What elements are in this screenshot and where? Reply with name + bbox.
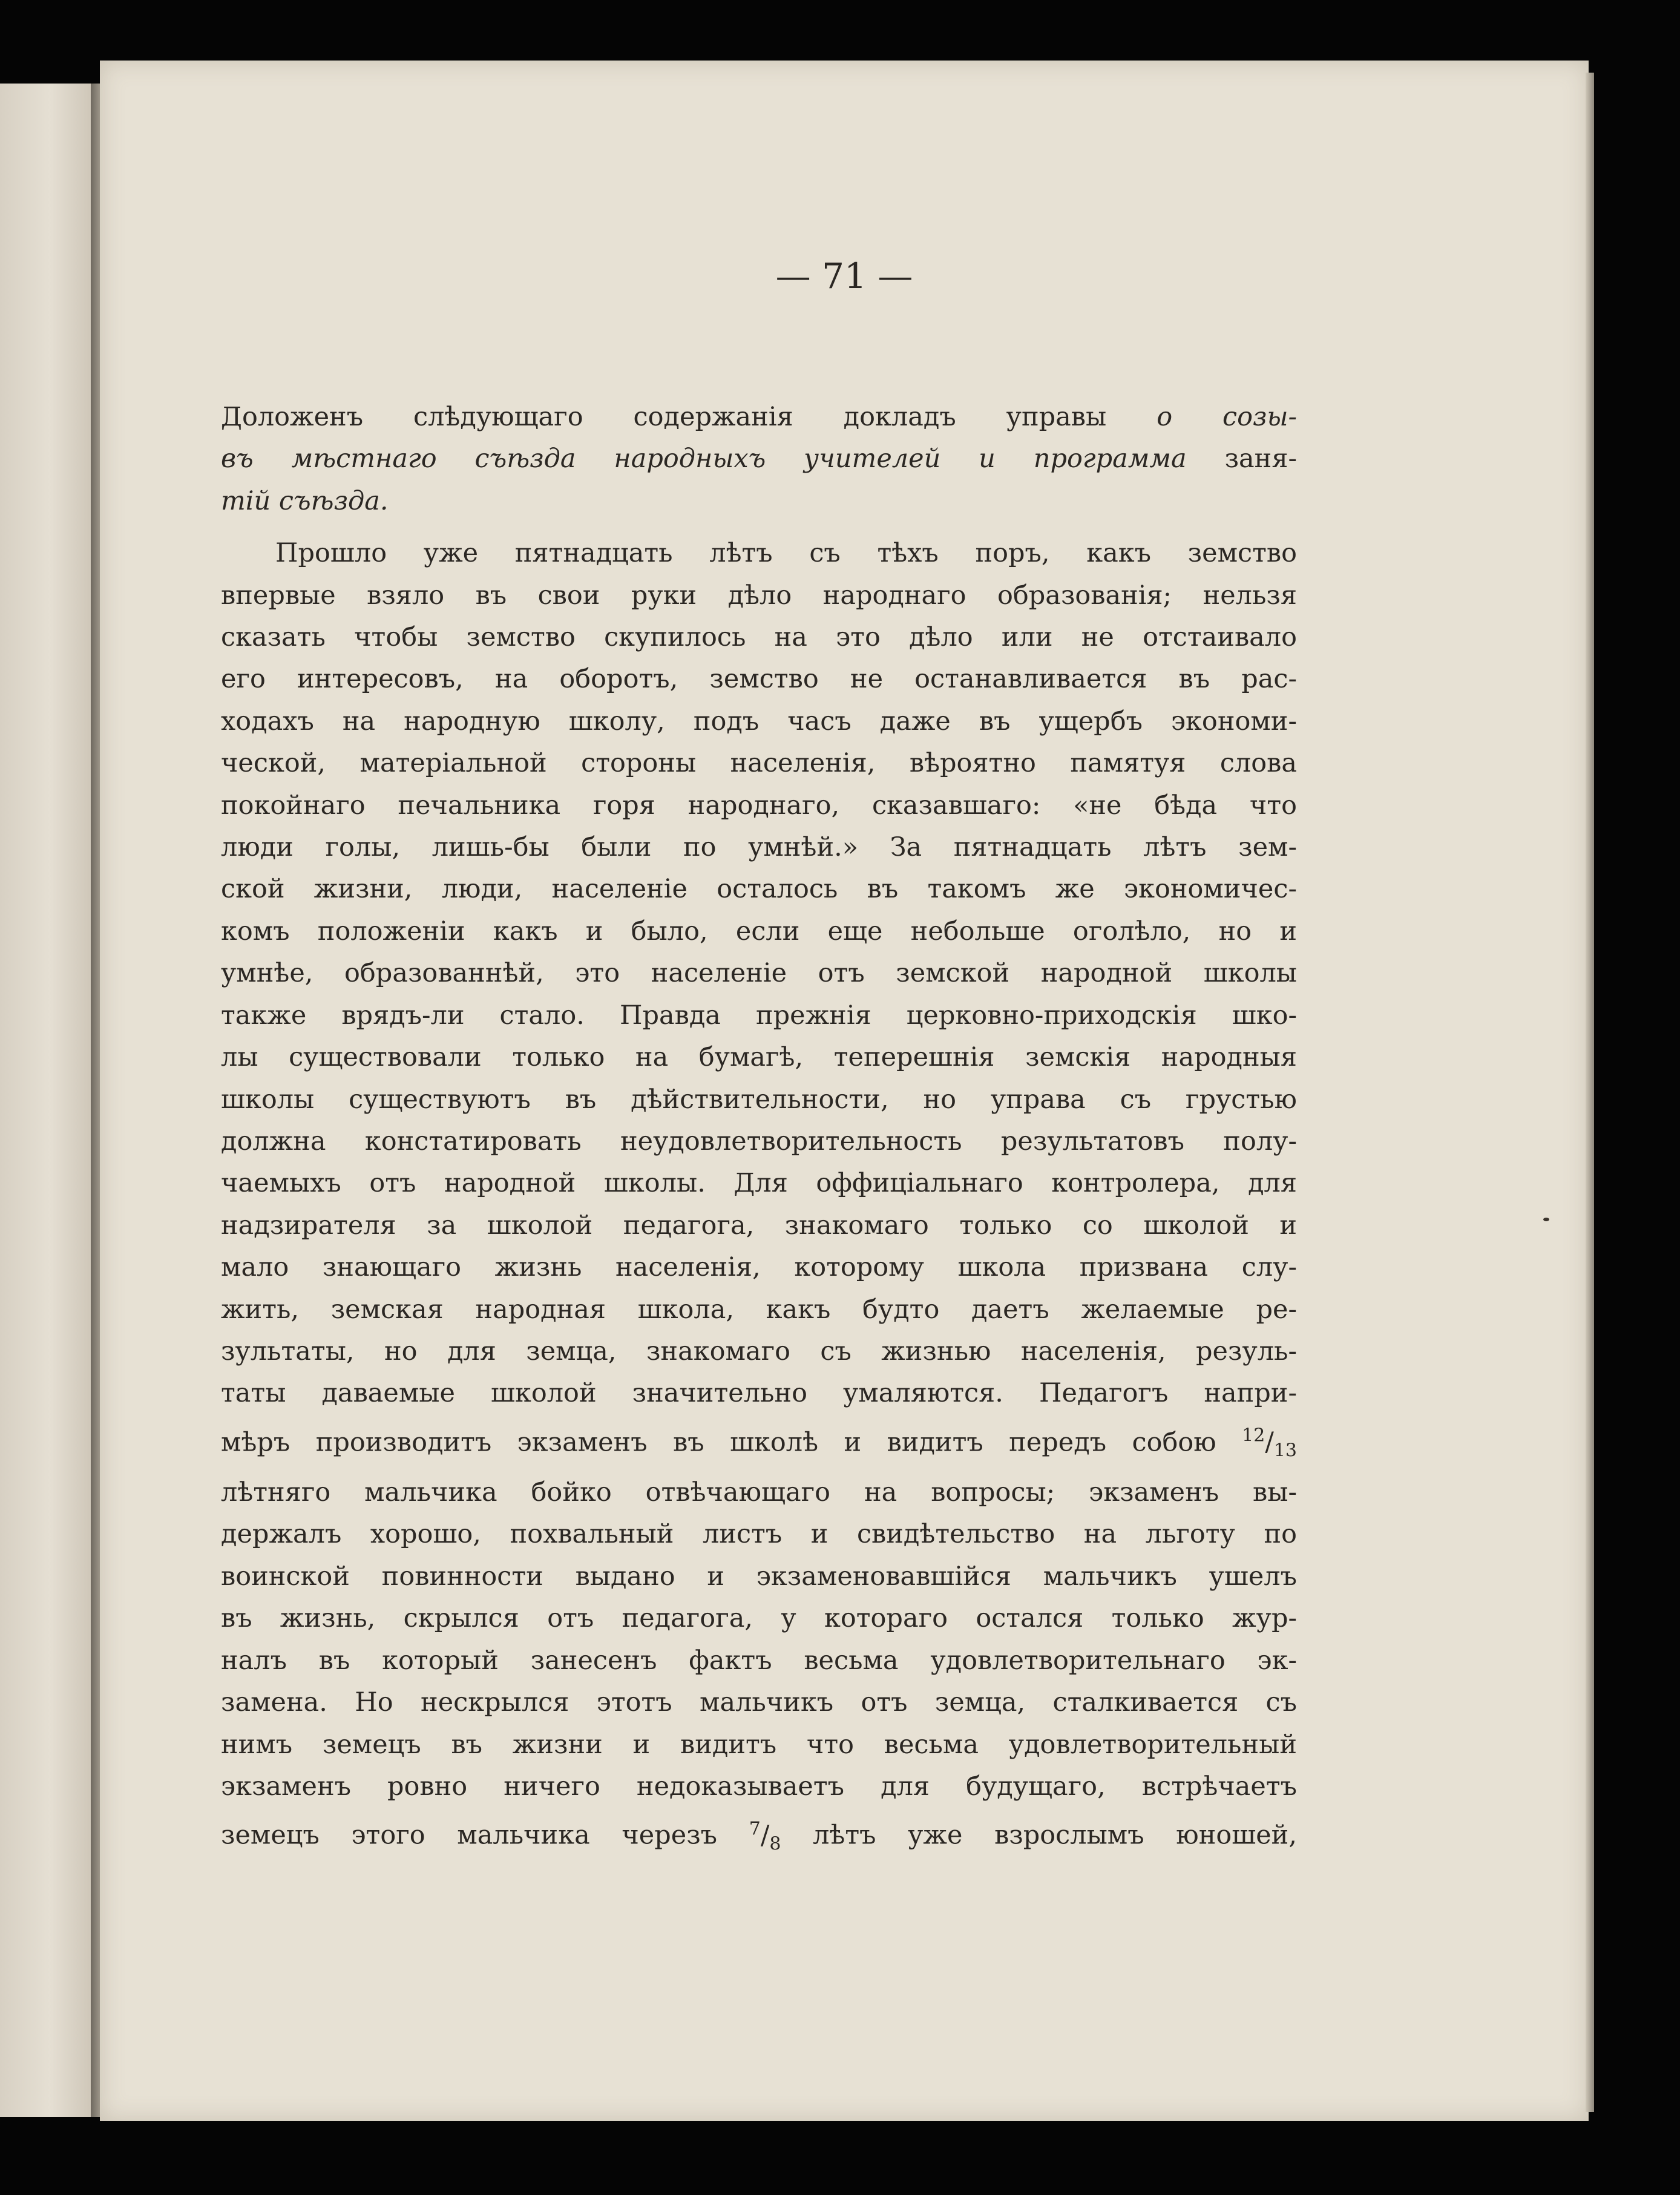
adjacent-left-page bbox=[0, 84, 93, 2117]
body-line: школы существуютъ въ дѣйствительности, но управа съ грустью bbox=[221, 1084, 1297, 1115]
fraction-separator: / bbox=[760, 1820, 770, 1851]
page-edge bbox=[1586, 73, 1594, 2112]
ink-speck bbox=[1543, 1218, 1549, 1221]
body-line: надзирателя за школой педагога, знакомаго только со школой и bbox=[221, 1210, 1297, 1241]
body-line: Прошло уже пятнадцать лѣтъ съ тѣхъ поръ, какъ земство bbox=[275, 538, 1297, 569]
body-line: лы существовали только на бумагѣ, теперешнія земскія народныя bbox=[221, 1042, 1297, 1073]
intro-line-1 bbox=[221, 396, 1297, 438]
body-line: покойнаго печальника горя народнаго, сказавшаго: «не бѣда что bbox=[221, 790, 1297, 821]
body-line: чаемыхъ отъ народной школы. Для оффиціальнаго контролера, для bbox=[221, 1168, 1297, 1199]
fraction-denominator: 8 bbox=[769, 1833, 781, 1855]
body-line: мало знающаго жизнь населенія, которому школа призвана слу- bbox=[221, 1252, 1297, 1283]
body-line: умнѣе, образованнѣй, это населеніе отъ земской народной школы bbox=[221, 958, 1297, 989]
body-line: ческой, матеріальной стороны населенія, вѣроятно памятуя слова bbox=[221, 748, 1297, 779]
body-line: люди голы, лишь-бы были по умнѣй.» За пятнадцать лѣтъ зем- bbox=[221, 832, 1297, 863]
body-line-with-fraction bbox=[221, 1808, 1297, 1865]
intro-line-2-italic: въ мѣстнаго съѣзда народныхъ учителей и программа bbox=[221, 444, 1187, 474]
body-line: таты даваемые школой значительно умаляются. Педагогъ напри- bbox=[221, 1378, 1297, 1409]
fraction-seven-eighths bbox=[749, 1818, 781, 1855]
fraction-numerator: 7 bbox=[749, 1818, 761, 1840]
text-block bbox=[221, 396, 1297, 1865]
document-page bbox=[100, 61, 1589, 2121]
body-line: ходахъ на народную школу, подъ часъ даже въ ущербъ экономи- bbox=[221, 706, 1297, 737]
fraction-numerator: 12 bbox=[1242, 1425, 1265, 1446]
body-line: впервые взяло въ свои руки дѣло народнаго образованія; нельзя bbox=[221, 580, 1297, 611]
body-line: жить, земская народная школа, какъ будто даетъ желаемые ре- bbox=[221, 1294, 1297, 1325]
body-line: лѣтняго мальчика бойко отвѣчающаго на вопросы; экзаменъ вы- bbox=[221, 1477, 1297, 1508]
body-line: сказать чтобы земство скупилось на это дѣло или не отстаивало bbox=[221, 622, 1297, 653]
intro-line-2-regular: заня- bbox=[1224, 444, 1297, 474]
body-line: зультаты, но для земца, знакомаго съ жизнью населенія, резуль- bbox=[221, 1336, 1297, 1367]
body-line-text: земецъ этого мальчика черезъ bbox=[221, 1820, 718, 1851]
body-line: налъ въ который занесенъ фактъ весьма удовлетворительнаго эк- bbox=[221, 1645, 1297, 1676]
body-line: комъ положеніи какъ и было, если еще небольше оголѣло, но и bbox=[221, 916, 1297, 947]
body-line-with-fraction bbox=[221, 1415, 1297, 1472]
intro-paragraph bbox=[221, 396, 1297, 522]
body-line: экзаменъ ровно ничего недоказываетъ для будущаго, встрѣчаетъ bbox=[221, 1771, 1297, 1802]
body-line: держалъ хорошо, похвальный листъ и свидѣтельство на льготу по bbox=[221, 1519, 1297, 1550]
body-line-text: лѣтъ уже взрослымъ юношей, bbox=[813, 1820, 1297, 1851]
intro-line-3: тій съѣзда. bbox=[221, 485, 389, 516]
body-line: также врядъ-ли стало. Правда прежнія церковно-приходскія шко- bbox=[221, 1000, 1297, 1031]
intro-line-1-regular: Доложенъ слѣдующаго содержанія докладъ управы bbox=[221, 402, 1107, 432]
fraction-denominator: 13 bbox=[1273, 1440, 1297, 1462]
intro-line-2 bbox=[221, 438, 1297, 480]
body-line: его интересовъ, на оборотъ, земство не останавливается въ рас- bbox=[221, 664, 1297, 695]
body-paragraph bbox=[221, 533, 1297, 1865]
body-line: замена. Но нескрылся этотъ мальчикъ отъ земца, сталкивается съ bbox=[221, 1687, 1297, 1718]
fraction-twelve-thirteen bbox=[1242, 1425, 1297, 1462]
body-line: воинской повинности выдано и экзаменовавшійся мальчикъ ушелъ bbox=[221, 1561, 1297, 1592]
body-line: ской жизни, люди, населеніе осталось въ такомъ же экономичес- bbox=[221, 874, 1297, 905]
intro-line-1-italic: о созы- bbox=[1157, 402, 1297, 432]
body-line: нимъ земецъ въ жизни и видитъ что весьма удовлетворительный bbox=[221, 1729, 1297, 1760]
body-line: должна констатировать неудовлетворительность результатовъ полу- bbox=[221, 1126, 1297, 1157]
body-line: въ жизнь, скрылся отъ педагога, у котораго остался только жур- bbox=[221, 1603, 1297, 1634]
fraction-separator: / bbox=[1265, 1427, 1274, 1458]
page-number: — 71 — bbox=[775, 255, 913, 297]
body-line-text: мѣръ производитъ экзаменъ въ школѣ и видитъ передъ собою bbox=[221, 1427, 1216, 1458]
